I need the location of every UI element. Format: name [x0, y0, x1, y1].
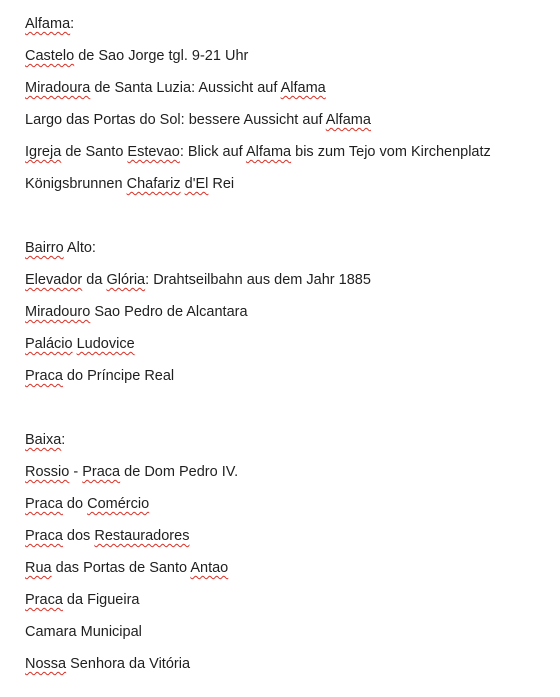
list-item: Nossa Senhora da Vitória — [25, 656, 191, 672]
spellcheck-flagged-word[interactable]: Praca — [25, 496, 63, 512]
spellcheck-flagged-word[interactable]: Praca — [25, 592, 63, 608]
section-heading: Baixa: — [25, 432, 66, 448]
list-item: Praca dos Restauradores — [25, 528, 190, 544]
spellcheck-flagged-word[interactable]: Chafariz — [126, 176, 181, 192]
list-item: Praca da Figueira — [25, 592, 140, 608]
spellcheck-flagged-word[interactable]: Palácio — [25, 336, 73, 352]
list-item: Largo das Portas do Sol: bessere Aussicht auf Alfama — [25, 112, 371, 128]
spellcheck-flagged-word[interactable]: Estevao — [127, 144, 180, 160]
spellcheck-flagged-word[interactable]: Baixa — [25, 432, 62, 448]
list-item: Rua das Portas de Santo Antao — [25, 560, 229, 576]
spellcheck-flagged-word[interactable]: Rua — [25, 560, 52, 576]
list-item: Camara Municipal — [25, 624, 142, 640]
spellcheck-flagged-word[interactable]: Praca — [82, 464, 121, 480]
list-item — [25, 333, 550, 365]
list-item: Praca do Comércio — [25, 496, 150, 512]
spellcheck-flagged-word[interactable]: Praca — [25, 528, 63, 544]
spellcheck-flagged-word[interactable]: Alfama — [245, 144, 292, 160]
list-item: Miradouro Sao Pedro de Alcantara — [25, 304, 248, 320]
spellcheck-flagged-word[interactable]: Glória — [106, 272, 146, 288]
list-item: Königsbrunnen Chafariz d'El Rei — [25, 176, 235, 192]
spellcheck-flagged-word[interactable]: Castelo — [25, 48, 75, 64]
empty-line — [25, 397, 550, 429]
spellcheck-flagged-word[interactable]: Alfama — [325, 112, 371, 128]
section-heading: Bairro Alto: — [25, 240, 96, 256]
spellcheck-flagged-word[interactable]: Ludovice — [76, 336, 135, 352]
document-body[interactable] — [25, 13, 550, 685]
spellcheck-flagged-word[interactable]: Antao — [190, 560, 229, 576]
spellcheck-flagged-word[interactable]: Nossa — [25, 656, 67, 672]
spellcheck-flagged-word[interactable]: Alfama — [25, 16, 71, 32]
spellcheck-flagged-word[interactable]: Alfama — [280, 80, 326, 96]
spellcheck-flagged-word[interactable]: Miradouro — [25, 304, 91, 320]
list-item: Praca do Príncipe Real — [25, 368, 175, 384]
list-item: Elevador da Glória: Drahtseilbahn aus dem Jahr 1885 — [25, 272, 371, 288]
empty-line — [25, 205, 550, 237]
spellcheck-flagged-word[interactable]: Igreja — [25, 144, 62, 160]
list-item: Miradoura de Santa Luzia: Aussicht auf Alfama — [25, 80, 326, 96]
list-item: Rossio - Praca de Dom Pedro IV. — [25, 464, 239, 480]
spellcheck-flagged-word[interactable]: Elevador — [25, 272, 83, 288]
spellcheck-flagged-word[interactable]: Praca — [25, 368, 63, 384]
list-item: Castelo de Sao Jorge tgl. 9-21 Uhr — [25, 48, 249, 64]
spellcheck-flagged-word[interactable]: Bairro — [25, 240, 64, 256]
spellcheck-flagged-word[interactable]: Miradoura — [25, 80, 91, 96]
spellcheck-flagged-word[interactable]: d'El — [184, 176, 209, 192]
spellcheck-flagged-word[interactable]: Rossio — [25, 464, 70, 480]
section-heading: Alfama: — [25, 16, 75, 32]
spellcheck-flagged-word[interactable]: Comércio — [87, 496, 150, 512]
list-item: Igreja de Santo Estevao: Blick auf Alfama bis zum Tejo vom Kirchenplatz — [25, 144, 491, 160]
spellcheck-flagged-word[interactable]: Restauradores — [94, 528, 190, 544]
